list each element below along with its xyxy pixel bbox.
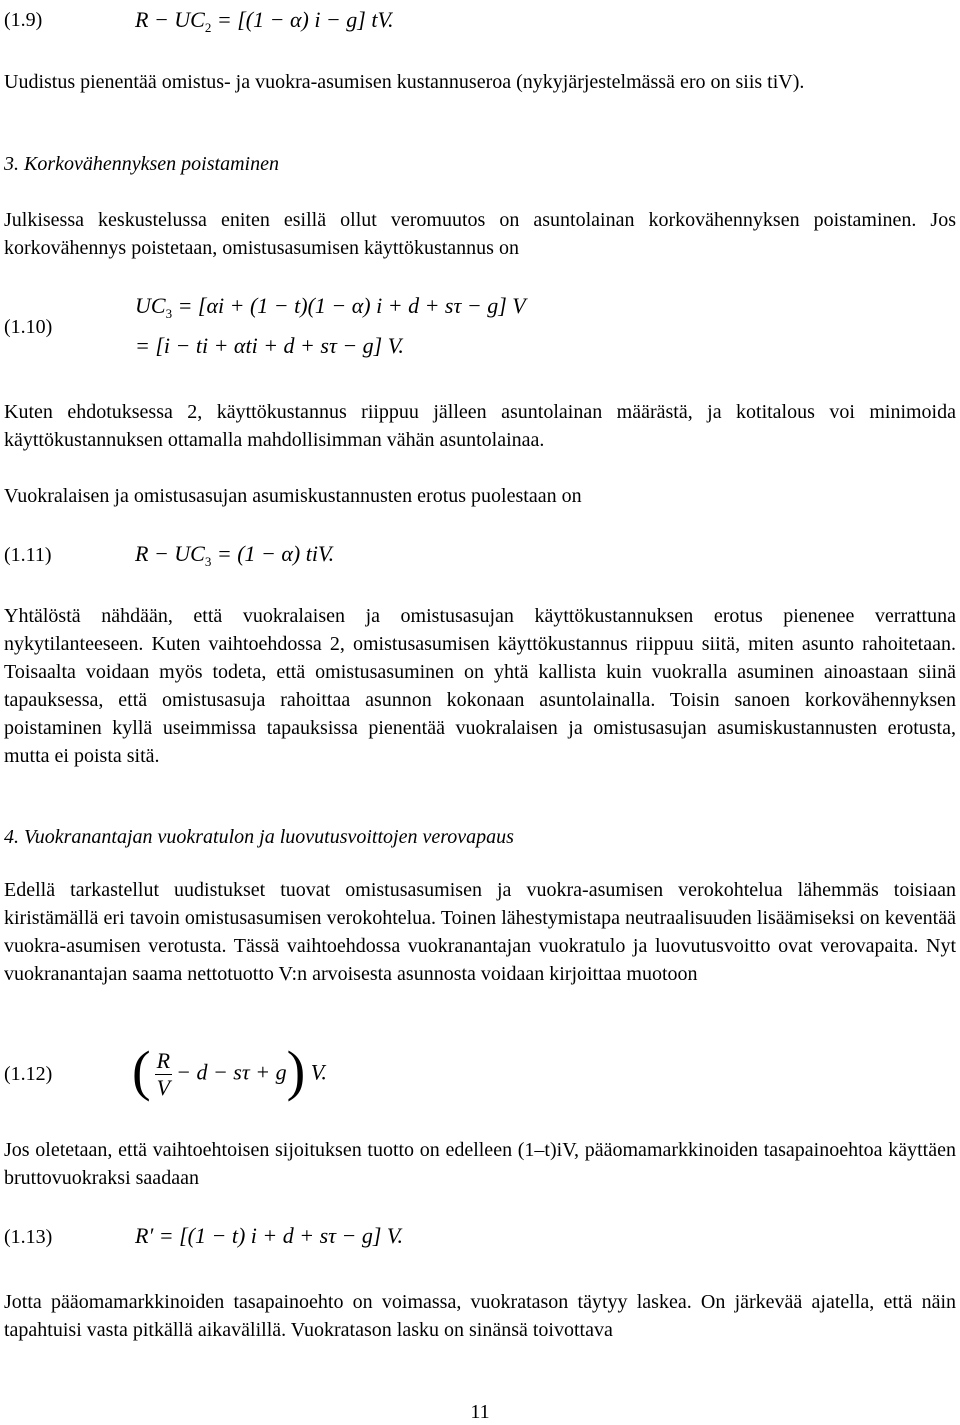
equation-number: (1.12) [4, 1063, 53, 1085]
equation-terms: − d − sτ + g [176, 1059, 287, 1085]
left-parenthesis: ( [132, 1040, 151, 1103]
paragraph: Yhtälöstä nähdään, että vuokralaisen ja omistusasujan käyttökustannuksen erotus pienenee verrattuna nykytilanteeseen. Kuten vaihtoehdossa 2, omistusasumisen käyttökustannus riippuu siitä, miten asunto rahoitetaan. Toisaalta voidaan myös todeta, että omistusasuminen on yhtä kallista kuin vuokralla asuminen ainoastaan siinä tapauksessa, että omistusasuja rahoittaa asunnon kokonaan asuntolainalla. Toisin sanoen korkovähennyksen poistaminen kyllä useimmissa tapauksissa pienentää vuokralaisen ja omistusasujan asumiskustannusten erotusta, mutta ei poista sitä. [4, 605, 956, 767]
equation-1-9 [135, 5, 394, 43]
equation-subscript: 3 [204, 554, 212, 569]
right-parenthesis: ) [286, 1040, 306, 1103]
paragraph: Vuokralaisen ja omistusasujan asumiskustannusten erotus puolestaan on [4, 485, 582, 507]
fraction-denominator: V [156, 1075, 171, 1100]
paragraph: Uudistus pienentää omistus- ja vuokra-asumisen kustannuseroa (nykyjärjestelmässä ero on siis tiV). [4, 71, 805, 93]
equation-tail: V. [310, 1059, 327, 1085]
equation-lhs: UC [135, 293, 166, 318]
paragraph: Jos oletetaan, että vaihtoehtoisen sijoituksen tuotto on edelleen (1–t)iV, pääomamarkkinoiden tasapainoehtoa käyttäen bruttovuokraksi saadaan [4, 1139, 956, 1189]
equation-rhs: = [αi + (1 − t)(1 − α) i + d + sτ − g] V [177, 293, 526, 318]
section-heading: 3. Korkovähennyksen poistaminen [4, 153, 279, 175]
section-heading: 4. Vuokranantajan vuokratulon ja luovutusvoittojen verovapaus [4, 826, 514, 848]
equation-1-10-line-2: = [i − ti + αti + d + sτ − g] V. [135, 333, 404, 358]
equation-number: (1.10) [4, 316, 53, 338]
equation-number: (1.13) [4, 1226, 53, 1248]
equation-rhs: = [(1 − α) i − g] tV. [216, 7, 394, 32]
paragraph: Julkisessa keskustelussa eniten esillä ollut veromuutos on asuntolainan korkovähennyksen poistaminen. Jos korkovähennys poistetaan, omistusasumisen käyttökustannus on [4, 209, 956, 259]
equation-1-10-line-1 [135, 291, 526, 329]
equation-rhs: = (1 − α) tiV. [216, 541, 335, 566]
equation-lhs: R′ [135, 1223, 154, 1248]
fraction [155, 1048, 172, 1101]
equation-1-13 [135, 1221, 403, 1251]
equation-1-12 [132, 1040, 327, 1103]
paragraph: Edellä tarkastellut uudistukset tuovat omistusasumisen ja vuokra-asumisen verokohtelua lähemmäs toisiaan kiristämällä eri tavoin omistusasumisen verokohtelua. Toinen lähestymistapa neutraalisuuden lisäämiseksi on keventää vuokra-asumisen verotusta. Tässä vaihtoehdossa vuokranantajan vuokratulo ja luovutusvoitto ovat verovapaita. Nyt vuokranantajan saama nettotuotto V:n arvoisesta asunnosta voidaan kirjoittaa muotoon [4, 879, 956, 985]
page-number: 11 [470, 1401, 490, 1423]
equation-lhs: R − UC [135, 7, 205, 32]
paragraph: Kuten ehdotuksessa 2, käyttökustannus riippuu jälleen asuntolainan määrästä, ja kotitalous voi minimoida käyttökustannuksen ottamalla mahdollisimman vähän asuntolainaa. [4, 401, 956, 451]
equation-number: (1.11) [4, 544, 52, 566]
equation-number: (1.9) [4, 9, 43, 31]
equation-subscript: 2 [204, 20, 212, 35]
equation-1-11 [135, 539, 334, 577]
equation-rhs: = [(1 − t) i + d + sτ − g] V. [158, 1223, 404, 1248]
equation-lhs: R − UC [135, 541, 205, 566]
fraction-numerator: R [156, 1048, 171, 1073]
equation-subscript: 3 [165, 306, 173, 321]
paragraph: Jotta pääomamarkkinoiden tasapainoehto on voimassa, vuokratason täytyy laskea. On järkevää ajatella, että näin tapahtuisi vasta pitkällä aikavälillä. Vuokratason lasku on sinänsä toivottava [4, 1291, 956, 1341]
